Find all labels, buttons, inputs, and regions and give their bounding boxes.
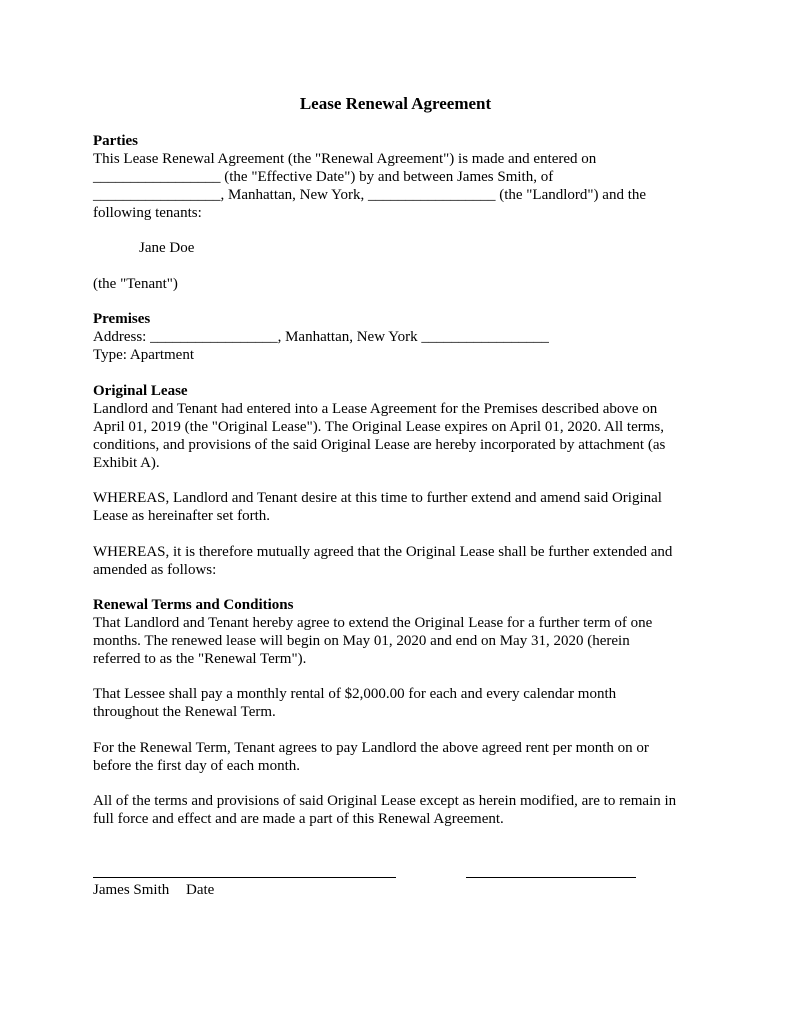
renewal-para2-line-1: That Lessee shall pay a monthly rental of $2,000.00 for each and every calendar month xyxy=(93,686,617,702)
parties-line-4: following tenants: xyxy=(93,205,202,221)
whereas-1-line-2: Lease as hereinafter set forth. xyxy=(93,508,270,524)
premises-address: Address: _________________, Manhattan, New York _________________ xyxy=(93,329,549,345)
renewal-para2-line-2: throughout the Renewal Term. xyxy=(93,704,276,720)
original-lease-line-2: April 01, 2019 (the "Original Lease"). The Original Lease expires on April 01, 2020. All terms, xyxy=(93,419,665,435)
premises-type: Type: Apartment xyxy=(93,347,195,363)
original-lease-line-1: Landlord and Tenant had entered into a Lease Agreement for the Premises described above on xyxy=(93,401,658,417)
signature-date-label: Date xyxy=(186,882,215,898)
renewal-para3-line-2: before the first day of each month. xyxy=(93,758,301,774)
renewal-para3-line-1: For the Renewal Term, Tenant agrees to pay Landlord the above agreed rent per month on or xyxy=(93,740,649,756)
parties-heading: Parties xyxy=(93,133,138,149)
parties-line-3: _________________, Manhattan, New York, _________________ (the "Landlord") and the xyxy=(93,187,647,203)
parties-line-1: This Lease Renewal Agreement (the "Renewal Agreement") is made and entered on xyxy=(93,151,597,167)
signer-name: James Smith xyxy=(93,882,170,898)
parties-line-2: _________________ (the "Effective Date") by and between James Smith, of xyxy=(93,169,554,185)
original-lease-line-4: Exhibit A). xyxy=(93,455,160,471)
original-lease-line-3: conditions, and provisions of the said Original Lease are hereby incorporated by attachment (as xyxy=(93,437,666,453)
tenant-label: (the "Tenant") xyxy=(93,276,178,292)
renewal-para4-line-2: full force and effect and are made a part of this Renewal Agreement. xyxy=(93,811,504,827)
whereas-1-line-1: WHEREAS, Landlord and Tenant desire at this time to further extend and amend said Original xyxy=(93,490,662,506)
renewal-para1-line-1: That Landlord and Tenant hereby agree to extend the Original Lease for a further term of one xyxy=(93,615,653,631)
renewal-terms-heading: Renewal Terms and Conditions xyxy=(93,597,294,613)
original-lease-heading: Original Lease xyxy=(93,383,188,399)
document-title: Lease Renewal Agreement xyxy=(299,94,492,113)
renewal-para1-line-2: months. The renewed lease will begin on May 01, 2020 and end on May 31, 2020 (herein xyxy=(93,633,630,649)
whereas-2-line-1: WHEREAS, it is therefore mutually agreed that the Original Lease shall be further extended and xyxy=(93,544,673,560)
date-signature-line[interactable] xyxy=(466,877,636,878)
landlord-signature-line[interactable] xyxy=(93,877,396,878)
renewal-para1-line-3: referred to as the "Renewal Term"). xyxy=(93,651,307,667)
premises-heading: Premises xyxy=(93,311,151,327)
whereas-2-line-2: amended as follows: xyxy=(93,562,217,578)
tenant-name: Jane Doe xyxy=(139,240,195,256)
renewal-para4-line-1: All of the terms and provisions of said Original Lease except as herein modified, are to remain in xyxy=(93,793,677,809)
